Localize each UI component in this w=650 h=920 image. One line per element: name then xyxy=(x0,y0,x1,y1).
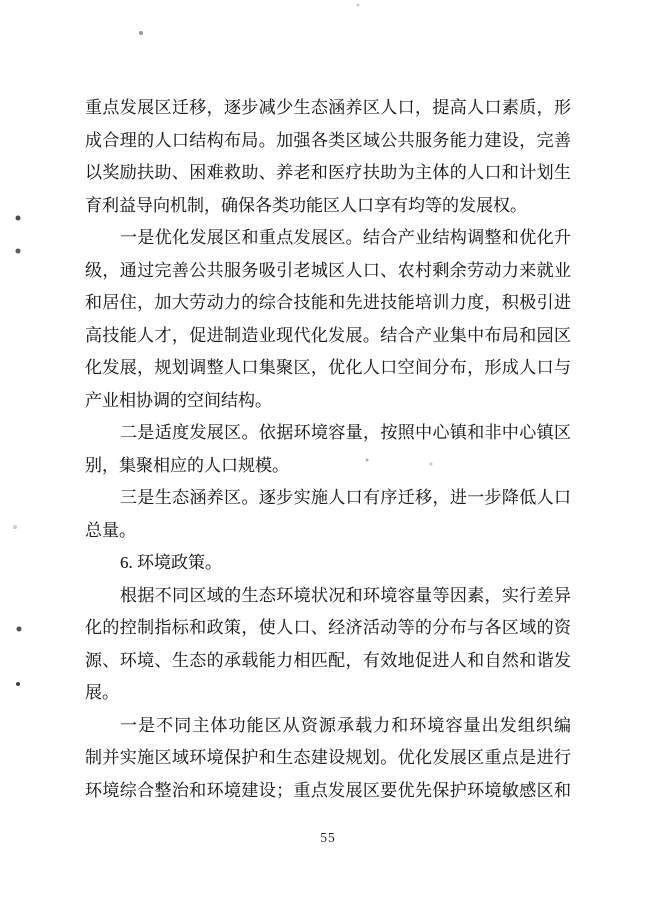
body-line: 别，集聚相应的人口规模。 xyxy=(85,455,289,475)
body-line: 根据不同区域的生态环境状况和环境容量等因素，实行差异 xyxy=(120,585,571,605)
body-line: 制并实施区域环境保护和生态建设规划。优化发展区重点是进行 xyxy=(85,748,571,767)
body-line: 和居住，加大劳动力的综合技能和先进技能培训力度，积极引进 xyxy=(85,293,571,312)
body-line: 以奖励扶助、困难救助、养老和医疗扶助为主体的人口和计划生 xyxy=(85,163,571,182)
body-line: 环境综合整治和环境建设；重点发展区要优先保护环境敏感区和 xyxy=(85,780,571,800)
section-heading-line: 6. 环境政策。 xyxy=(120,553,222,572)
body-line: 源、环境、生态的承载能力相匹配，有效地促进人和自然和谐发 xyxy=(85,650,571,670)
body-line: 育利益导向机制，确保各类功能区人口享有均等的发展权。 xyxy=(85,195,527,215)
body-line: 一是不同主体功能区从资源承载力和环境容量出发组织编 xyxy=(120,715,571,735)
body-line: 总量。 xyxy=(85,520,136,540)
scan-speck xyxy=(0,0,2,2)
body-line: 成合理的人口结构布局。加强各类区域公共服务能力建设，完善 xyxy=(85,130,571,150)
body-line: 三是生态涵养区。逐步实施人口有序迁移，进一步降低人口 xyxy=(120,488,571,507)
page-number: 55 xyxy=(320,830,336,845)
body-line: 化的控制指标和政策，使人口、经济活动等的分布与各区域的资 xyxy=(85,618,571,637)
body-line: 级，通过完善公共服务吸引老城区人口、农村剩余劳动力来就业 xyxy=(85,260,571,280)
body-line: 二是适度发展区。依据环境容量，按照中心镇和非中心镇区 xyxy=(120,423,571,442)
body-line: 产业相协调的空间结构。 xyxy=(85,390,272,410)
body-line: 一是优化发展区和重点发展区。结合产业结构调整和优化升 xyxy=(120,228,571,247)
body-line: 展。 xyxy=(85,683,119,702)
body-line: 重点发展区迁移，逐步减少生态涵养区人口，提高人口素质，形 xyxy=(85,98,571,117)
body-line: 化发展，规划调整人口集聚区，优化人口空间分布，形成人口与 xyxy=(85,358,571,377)
body-line: 高技能人才，促进制造业现代化发展。结合产业集中布局和园区 xyxy=(85,325,571,345)
document-body xyxy=(85,92,571,807)
